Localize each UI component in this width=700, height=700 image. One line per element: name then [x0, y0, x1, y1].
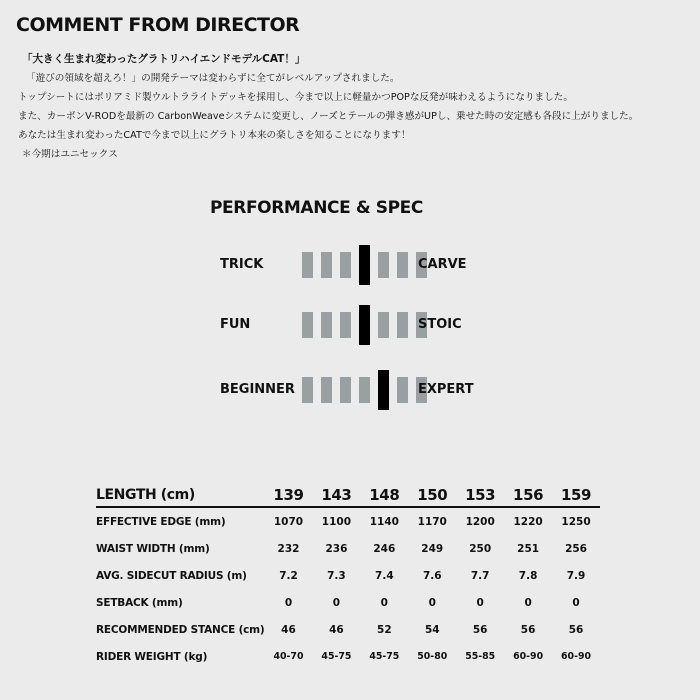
scale-bar: [340, 252, 351, 278]
director-comment: [18, 50, 688, 164]
performance-row-fun-stoic: [0, 305, 700, 345]
spec-value-cell: 7.6: [422, 569, 442, 582]
performance-right-label: CARVE: [418, 257, 467, 272]
spec-body: [96, 507, 600, 670]
performance-left-label: FUN: [220, 317, 251, 332]
scale-bar: [321, 252, 332, 278]
comment-line: トップシートにはポリアミド製ウルトラライトデッキを採用し、今まで以上に軽量かつPOPな反発が味わえるようになりました。: [18, 92, 573, 103]
spec-row-label: EFFECTIVE EDGE (mm): [96, 515, 226, 528]
spec-table: [96, 484, 600, 670]
spec-row-label: RIDER WEIGHT (kg): [96, 650, 208, 663]
spec-value-cell: 0: [428, 596, 436, 609]
spec-value-cell: 56: [472, 623, 488, 636]
spec-value-cell: 232: [277, 542, 300, 555]
spec-length-cell: 156: [504, 484, 552, 507]
comment-line: 「遊びの領域を超えろ！」の開発テーマは変わらずに全てがレベルアップされました。: [26, 73, 400, 84]
comment-note: ＊今期はユニセックス: [22, 149, 118, 160]
scale-marker: [359, 245, 370, 285]
spec-row-label: SETBACK (mm): [96, 596, 183, 609]
scale-marker: [359, 305, 370, 345]
spec-row: [96, 643, 600, 670]
spec-row-label: RECOMMENDED STANCE (cm): [96, 623, 265, 636]
spec-value-cell: 249: [421, 542, 444, 555]
scale-bar: [321, 377, 332, 403]
comment-lead: 「大きく生まれ変わったグラトリハイエンドモデルCAT！」: [22, 53, 306, 65]
spec-value-cell: 256: [565, 542, 587, 555]
spec-value-cell: 246: [373, 542, 396, 555]
page-heading: COMMENT FROM DIRECTOR: [16, 14, 300, 36]
spec-row: [96, 562, 600, 589]
comment-line: また、カーボンV-RODを最新の CarbonWeaveシステムに変更し、ノーズとテールの弾き感がUPし、乗せた時の安定感も各段に上がりました。: [18, 111, 639, 122]
spec-value-cell: 60-90: [513, 651, 544, 662]
performance-title: PERFORMANCE & SPEC: [210, 198, 423, 218]
spec-value-cell: 54: [424, 623, 440, 636]
spec-length-cell: 159: [552, 484, 600, 507]
spec-row: [96, 535, 600, 562]
performance-left-label: TRICK: [220, 257, 264, 272]
spec-value-cell: 56: [568, 623, 584, 636]
spec-value-cell: 251: [517, 542, 540, 555]
spec-length-cell: 139: [265, 484, 313, 507]
spec-value-cell: 7.3: [327, 569, 346, 582]
spec-value-cell: 250: [469, 542, 492, 555]
spec-value-cell: 0: [332, 596, 341, 609]
spec-value-cell: 0: [284, 596, 293, 609]
performance-scale: [302, 245, 402, 285]
spec-row: [96, 616, 600, 643]
spec-value-cell: 1070: [273, 515, 304, 528]
scale-bar: [340, 377, 351, 403]
spec-value-cell: 7.4: [375, 569, 394, 582]
spec-value-cell: 0: [524, 596, 532, 609]
scale-bar: [359, 377, 370, 403]
spec-value-cell: 7.9: [566, 569, 586, 582]
spec-row: [96, 589, 600, 616]
scale-bar: [378, 252, 389, 278]
spec-value-cell: 0: [572, 596, 580, 609]
spec-value-cell: 45-75: [369, 651, 400, 662]
performance-right-label: STOIC: [418, 317, 462, 332]
spec-value-cell: 1250: [561, 515, 591, 528]
spec-length-cell: 143: [312, 484, 360, 507]
spec-value-cell: 7.2: [279, 569, 298, 582]
scale-bar: [378, 312, 389, 338]
scale-bar: [397, 252, 408, 278]
scale-bar: [302, 312, 313, 338]
spec-row: [96, 507, 600, 535]
spec-value-cell: 52: [377, 623, 392, 636]
spec-value-cell: 7.7: [470, 569, 490, 582]
spec-row-label: AVG. SIDECUT RADIUS (m): [96, 569, 247, 582]
spec-length-cell: 153: [456, 484, 504, 507]
comment-line: あなたは生まれ変わったCATで今まで以上にグラトリ本来の楽しさを知ることになります！: [18, 130, 411, 141]
spec-length-cell: 150: [408, 484, 456, 507]
spec-value-cell: 55-85: [465, 651, 496, 662]
scale-bar: [340, 312, 351, 338]
spec-value-cell: 1220: [513, 515, 543, 528]
spec-value-cell: 46: [329, 623, 344, 636]
performance-scale: [302, 305, 402, 345]
spec-value-cell: 40-70: [273, 651, 304, 662]
performance-left-label: BEGINNER: [220, 382, 295, 397]
spec-value-cell: 1200: [465, 515, 495, 528]
spec-value-cell: 1140: [369, 515, 399, 528]
scale-bar: [397, 377, 408, 403]
spec-value-cell: 46: [281, 623, 296, 636]
scale-bar: [302, 252, 313, 278]
scale-bar: [321, 312, 332, 338]
spec-value-cell: 50-80: [417, 651, 448, 662]
scale-bar: [397, 312, 408, 338]
spec-value-cell: 0: [380, 596, 388, 609]
spec-value-cell: 0: [476, 596, 484, 609]
performance-row-trick-carve: [0, 245, 700, 285]
spec-value-cell: 1170: [417, 515, 447, 528]
spec-value-cell: 1100: [321, 515, 352, 528]
spec-value-cell: 60-90: [561, 651, 592, 662]
spec-value-cell: 7.8: [518, 569, 538, 582]
scale-bar: [302, 377, 313, 403]
scale-marker: [378, 370, 389, 410]
spec-header-label: LENGTH (cm): [96, 484, 265, 507]
spec-value-cell: 56: [520, 623, 536, 636]
spec-value-cell: 236: [325, 542, 348, 555]
spec-row-label: WAIST WIDTH (mm): [96, 542, 210, 555]
performance-right-label: EXPERT: [418, 382, 474, 397]
spec-value-cell: 45-75: [321, 651, 352, 662]
performance-scale: [302, 370, 402, 410]
spec-length-cell: 148: [360, 484, 408, 507]
spec-header-row: [96, 484, 600, 507]
performance-row-beginner-expert: [0, 370, 700, 410]
